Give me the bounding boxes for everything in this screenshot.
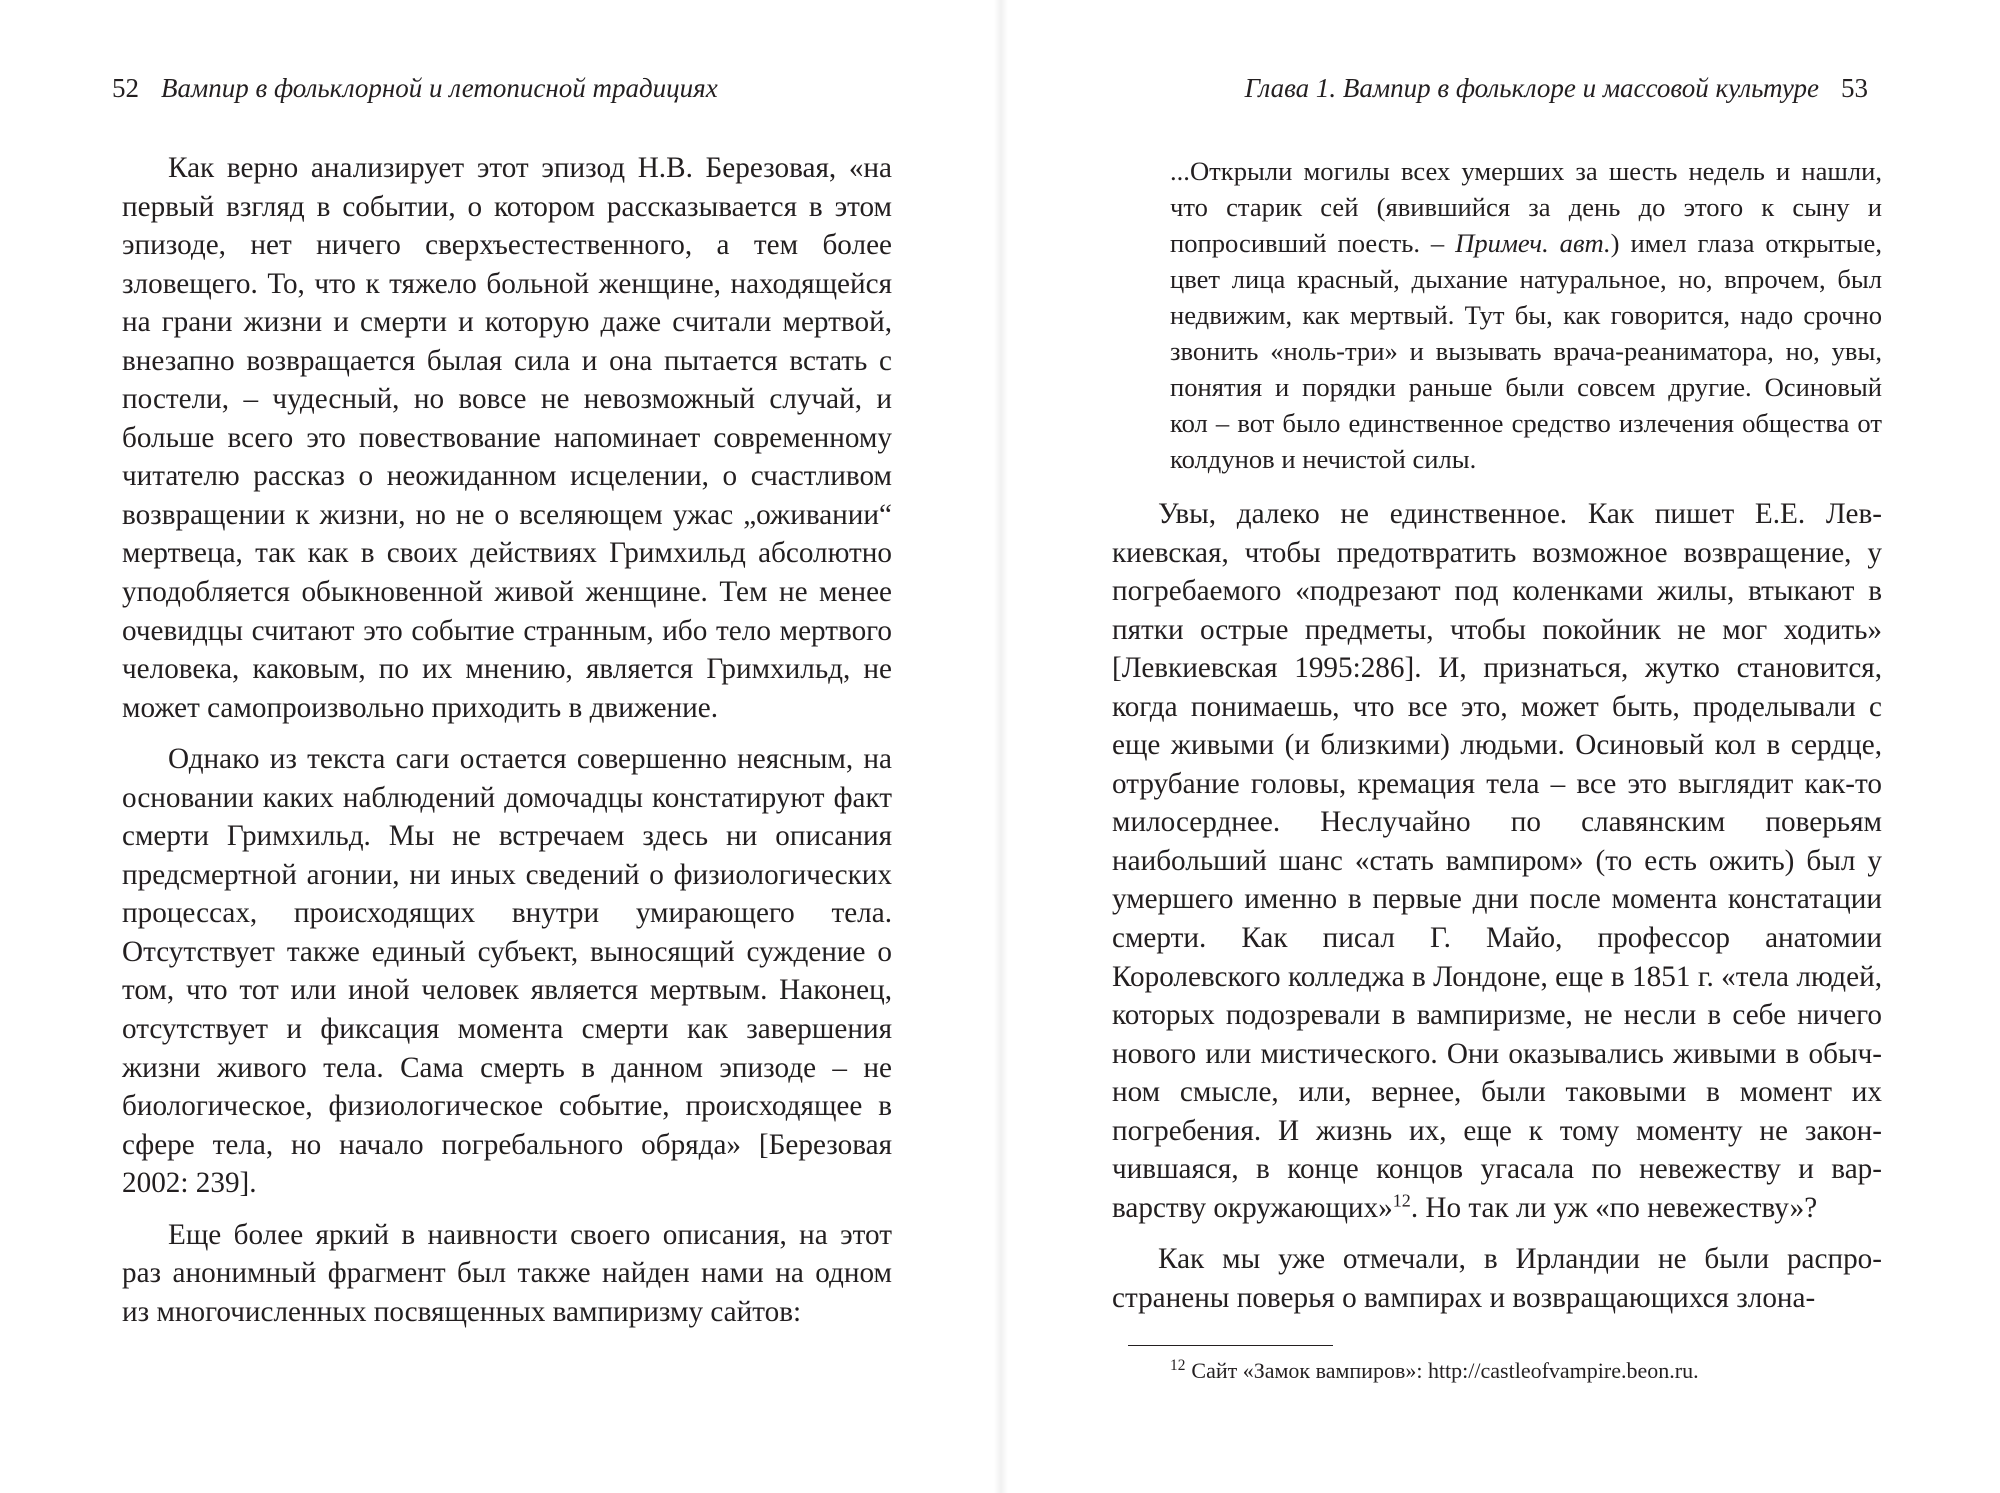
left-body-text [122, 149, 892, 1331]
right-paragraph-1-tail: . Но так ли уж «по невежеству»? [1410, 1191, 1818, 1224]
block-quote [1170, 153, 1882, 477]
right-running-head [1245, 68, 1868, 108]
right-page-number: 53 [1841, 73, 1868, 103]
quote-text-end: ) имел глаза открытые, цвет лица красный, дыхание натуральное, но, впрочем, был недвижим, как мертвый. Тут бы, как говорится, надо срочно звонить «ноль-три» и вызывать врача-реаниматора, но, увы, понятия и порядки раньше были совсем другие. Осиновый кол – вот было единственное средство излечения общества от колдунов и нечистой силы. [1170, 228, 1882, 474]
right-paragraph-2: Как мы уже отмечали, в Ирландии не были распространены поверья о вампирах и возвращающихся злона- [1112, 1243, 1882, 1314]
left-paragraph-1: Как верно анализирует этот эпизод Н.В. Березовая, «на первый взгляд в событии, о котором рассказывается в этом эпизоде, нет ничего сверхъестественного, а тем более зловещего. То, что к тяжело больной женщине, находящейся на грани жизни и смерти и которую даже считали мертвой, внезапно возвращается былая сила и она пытается встать с постели, – чудесный, но вовсе не невозможный случай, и больше всего это повествование напоминает современному читателю рассказ о неожиданном исцелении, о счастливом возвращении к жизни, но не о вселяющем ужас „оживании“ мертвеца, так как в своих действиях Гримхильд абсолютно уподобляется обыкновенной живой женщине. Тем не менее очевидцы считают это событие странным, ибо тело мертвого человека, каковым, по их мнению, является Гримхильд, не может самопроизвольно приходить в движение. [122, 152, 892, 724]
block-quote-text [1170, 153, 1882, 477]
left-running-head-title: Вампир в фольклорной и летописной традициях [161, 73, 718, 103]
left-page-number: 52 [112, 73, 139, 103]
footnote [1170, 1356, 1882, 1386]
left-paragraph-3: Еще более яркий в наивности своего описания, на этот раз анонимный фрагмент был также найден нами на одном из многочисленных посвященных вампиризму сайтов: [122, 1218, 892, 1328]
footnote-divider [1128, 1345, 1333, 1346]
left-running-head [112, 68, 718, 108]
footnote-reference: 12 [1392, 1190, 1411, 1211]
left-paragraph-2: Однако из текста саги остается совершенно неясным, на основании каких наблюдений домочадцы констатируют факт смерти Гримхильд. Мы не встречаем здесь ни описания предсмертной агонии, ни иных сведений о физиологических процессах, происходящих внутри умирающего тела. Отсутствует также единый субъект, выносящий суждение о том, что тот или иной человек является мертвым. Наконец, отсутствует и фиксация момента смерти как завершения жизни живого тела. Сама смерть в данном эпизоде – не биологическое, физиологическое событие, происходящее в сфере тела, но начало погребального обряда» [Березовая 2002: 239]. [122, 743, 892, 1200]
right-page [1000, 0, 2000, 1493]
right-running-head-title: Глава 1. Вампир в фольклоре и массовой культуре [1244, 73, 1819, 103]
footnote-text: Сайт «Замок вампиров»: http://castleofvampire.beon.ru. [1191, 1358, 1699, 1384]
right-body-text [1112, 153, 1882, 1386]
quote-author-note: Примеч. авт. [1455, 228, 1611, 258]
footnote-number: 12 [1170, 1357, 1186, 1375]
right-paragraph-1-text: Увы, далеко не единственное. Как пишет Е.Е. Левкиевская, чтобы предотвратить возможное возвращение, у погребаемого «подрезают под коленками жилы, втыкают в пятки острые предметы, чтобы покойник не мог ходить» [Левкиевская 1995:286]. И, признаться, жутко становится, когда понимаешь, что все это, может быть, проделывали с еще живыми (и близкими) людьми. Осиновый кол в сердце, отрубание головы, кремация тела – все это выглядит как-то милосерднее. Неслучайно по славянским поверьям наибольший шанс «стать вампиром» (то есть ожить) был у умершего именно в первые дни после момента констатации смерти. Как писал Г. Майо, профессор анатомии Королевского колледжа в Лондоне, еще в 1851 г. «тела людей, которых подозревали в вампиризме, не несли в себе ничего нового или мистического. Они оказывались живыми в обычном смысле, или, вернее, были таковыми в момент их погребения. И жизнь их, еще к тому моменту не закончившаяся, в конце концов угасала по невежеству и варварству окружающих» [1112, 498, 1882, 1224]
quote-text-start: ...Открыли могилы всех умерших за шесть недель и нашли, что старик сей (явившийся за день до этого к сыну и попросивший поесть. – [1170, 156, 1882, 258]
right-paragraph-1 [1112, 495, 1882, 1227]
